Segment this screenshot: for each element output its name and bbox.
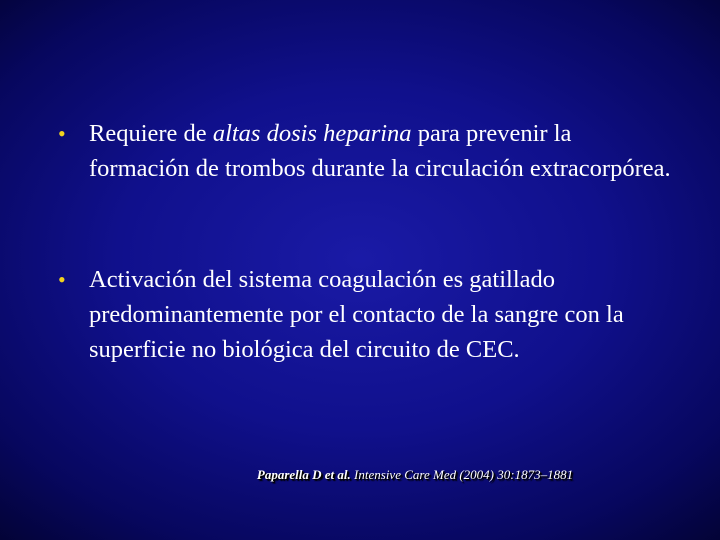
citation-source: Intensive Care Med (2004) 30:1873–1881 — [350, 467, 574, 482]
bullet-item-heparin — [58, 116, 678, 186]
bullet-text-emphasis: altas dosis heparina — [212, 120, 412, 147]
citation-authors: Paparella D et al. — [256, 467, 351, 482]
citation — [0, 467, 720, 483]
bullet-text-before: Requiere de — [89, 120, 213, 147]
bullet-marker: • — [58, 267, 66, 292]
bullet-text: Activación del sistema coagulación es gatillado predominantemente por el contacto de la sangre con la superficie no biológica del circuito de CEC. — [89, 266, 624, 363]
bullet-text — [89, 116, 678, 186]
bullet-item-coagulation — [58, 262, 678, 367]
bullet-marker: • — [58, 121, 66, 146]
bullet-text-after: para prevenir la formación de trombos durante la circulación extracorpórea. — [89, 120, 671, 182]
